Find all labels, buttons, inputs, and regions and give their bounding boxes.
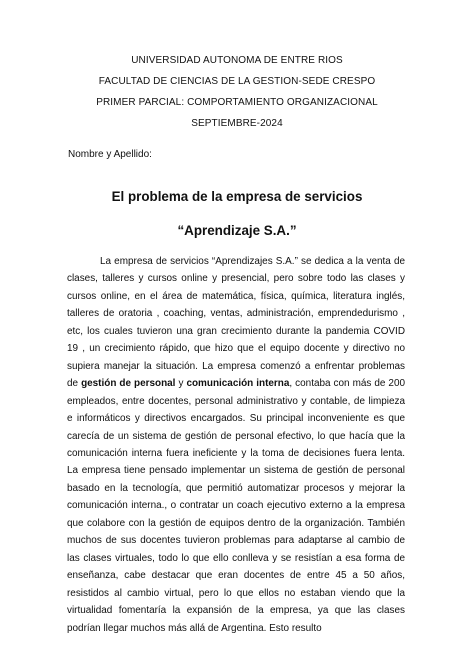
body-text-part-1: La empresa de servicios “Aprendizajes S.A.” se dedica a la venta de clases, talleres y cursos online y presencial, pero sobre todo las clases y cursos online, en el área de matemática, física, química, literatura inglés, talleres de oratoria , coaching, ventas, administración, emprendedurismo , etc, los cuales tuvieron una gran crecimiento durante la pandemia COVID 19 , un crecimiento rápido, que hizo que el equipo docente y directivo no supiera manejar la situación. La empresa comenzó a enfrentar problemas de xyxy=(67,256,405,390)
exam-name: PRIMER PARCIAL: COMPORTAMIENTO ORGANIZACIONAL xyxy=(96,97,378,108)
exam-date: SEPTIEMBRE-2024 xyxy=(191,118,283,129)
body-text-part-3: , contaba con más de 200 empleados, entre docentes, personal administrativo y contable, de limpieza e informáticos y directivos encargados. Su principal inconveniente es que carecía de un sistema de gestión de personal efectivo, lo que hacía que la comunicación interna fuera ineficiente y la toma de decisiones fuera lenta. La empresa tiene pensado implementar un sistema de gestión de personal basado en la tecnología, que permitió automatizar procesos y mejorar la comunicación interna., o contratar un coach ejecutivo externo a la empresa que colabore con la gestión de equipos dentro de la organización. También muchos de sus docentes tuvieron problemas para adaptarse al cambio de las clases virtuales, todo lo que ello conlleva y se resistían a esa forma de enseñanza, cabe destacar que eran docentes de entre 45 a 50 años, resistidos al cambio virtual, pero lo que ellos no estaban viendo que la virtualidad fomentaría la expansión de la empresa, ya que las clases podrían llegar muchos más allá de Argentina. Esto resulto xyxy=(67,378,406,634)
document-title: El problema de la empresa de servicios xyxy=(111,189,363,204)
name-label: Nombre y Apellido: xyxy=(68,149,152,160)
university-name: UNIVERSIDAD AUTONOMA DE ENTRE RIOS xyxy=(131,55,343,66)
body-bold-comunicacion: comunicación interna xyxy=(186,378,290,390)
body-bold-gestion: gestión de personal xyxy=(81,378,176,390)
document-header xyxy=(0,50,474,134)
faculty-name: FACULTAD DE CIENCIAS DE LA GESTION-SEDE CRESPO xyxy=(98,76,376,87)
document-subtitle: “Aprendizaje S.A.” xyxy=(177,223,297,238)
body-text-part-2: y xyxy=(175,378,187,390)
body-paragraph xyxy=(67,253,405,637)
